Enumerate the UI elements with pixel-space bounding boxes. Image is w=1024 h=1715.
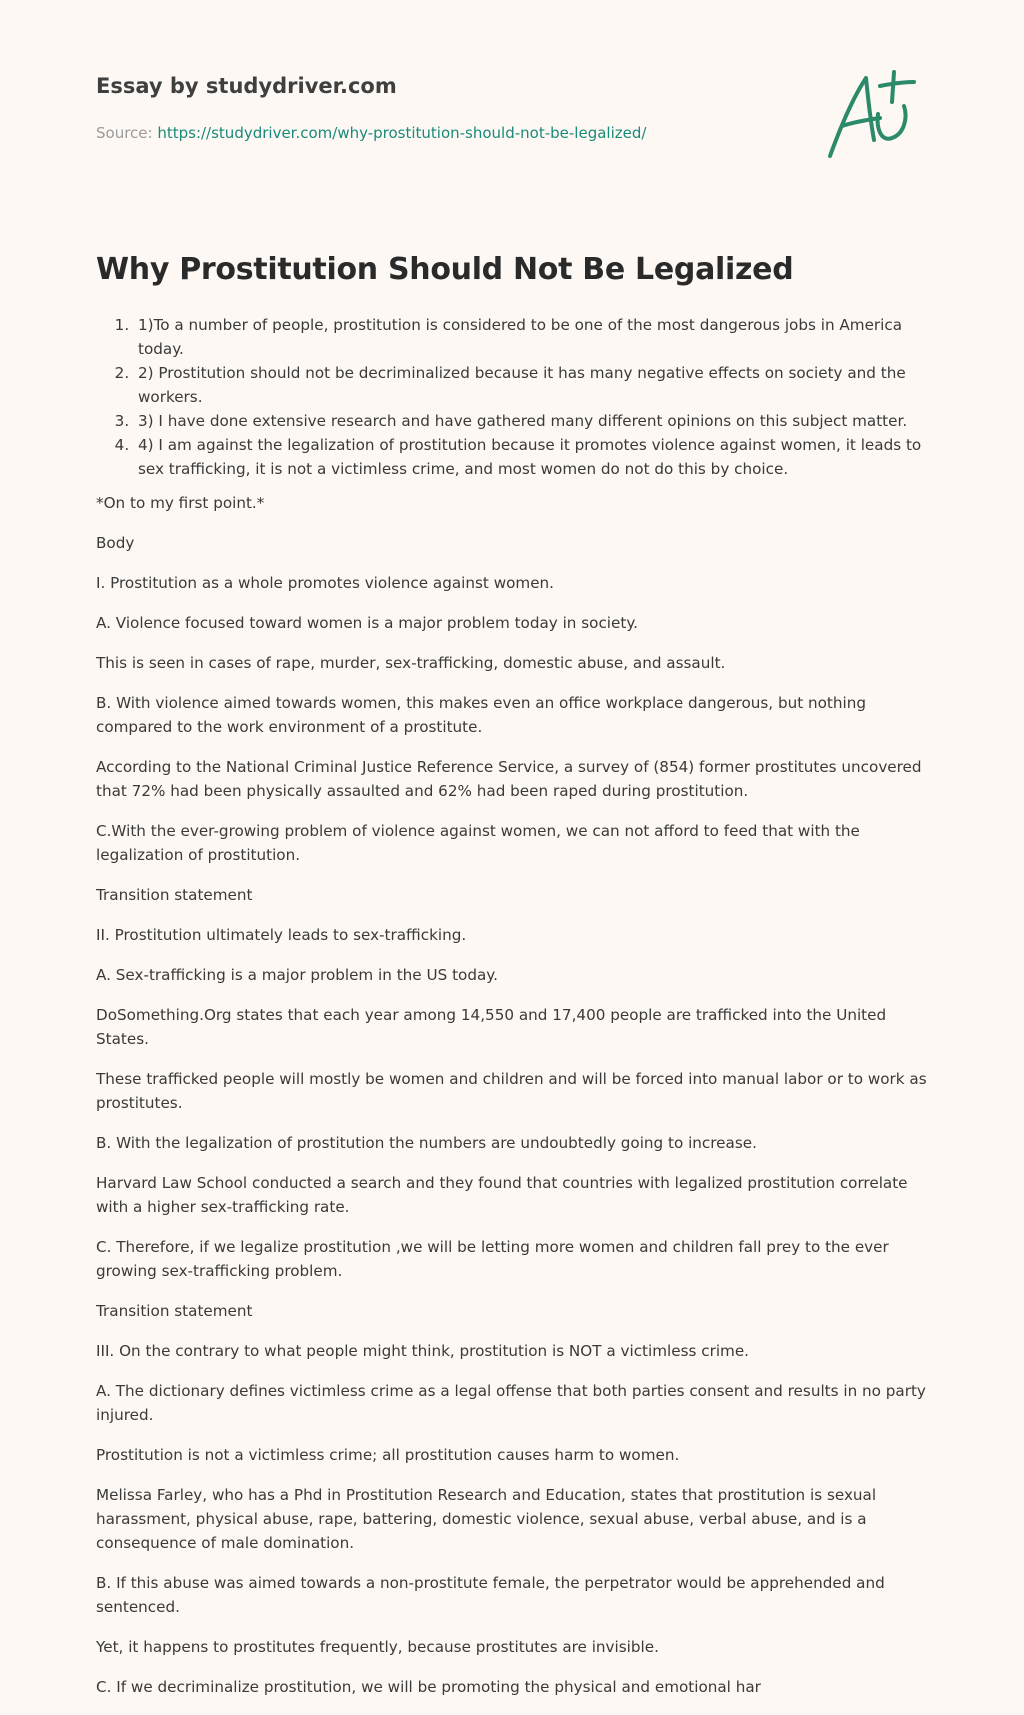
paragraph: C.With the ever-growing problem of violence against women, we can not afford to feed that with the legalization of prostitution. — [96, 822, 860, 864]
paragraph: Yet, it happens to prostitutes frequently, because prostitutes are invisible. — [96, 1638, 659, 1656]
essay-body — [96, 313, 928, 1715]
list-item: 3. 3) I have done extensive research and have gathered many different opinions on this subject matter. — [134, 409, 928, 433]
paragraph: B. If this abuse was aimed towards a non-prostitute female, the perpetrator would be apprehended and sentenced. — [96, 1574, 885, 1616]
paragraph: Melissa Farley, who has a Phd in Prostitution Research and Education, states that prostitution is sexual harassment, physical abuse, rape, battering, domestic violence, sexual abuse, verbal abuse, and is a consequence of male domination. — [96, 1486, 877, 1552]
paragraph: A. The dictionary defines victimless crime as a legal offense that both parties consent and results in no party injured. — [96, 1382, 926, 1424]
paragraph: Body — [96, 534, 135, 552]
paragraph: This is seen in cases of rape, murder, sex-trafficking, domestic abuse, and assault. — [96, 654, 726, 672]
source-line — [96, 124, 646, 142]
intro-list — [96, 313, 928, 481]
paragraph: B. With violence aimed towards women, this makes even an office workplace dangerous, but nothing compared to the work environment of a prostitute. — [96, 694, 866, 736]
paragraph: Prostitution is not a victimless crime; all prostitution causes harm to women. — [96, 1446, 680, 1464]
list-item: 1. 1)To a number of people, prostitution is considered to be one of the most dangerous jobs in America today. — [134, 313, 928, 361]
paragraph: Transition statement — [96, 1302, 253, 1320]
paragraph: According to the National Criminal Justice Reference Service, a survey of (854) former prostitutes uncovered that 72% had been physically assaulted and 62% had been raped during prostitution. — [96, 758, 922, 800]
paragraph: *On to my first point.* — [96, 494, 265, 512]
paragraph: B. With the legalization of prostitution the numbers are undoubtedly going to increase. — [96, 1134, 757, 1152]
paragraph: These trafficked people will mostly be women and children and will be forced into manual labor or to work as prostitutes. — [96, 1070, 927, 1112]
paragraph: III. On the contrary to what people might think, prostitution is NOT a victimless crime. — [96, 1342, 750, 1360]
paragraph: A. Sex-trafficking is a major problem in the US today. — [96, 966, 498, 984]
paragraph: DoSomething.Org states that each year among 14,550 and 17,400 people are trafficked into the United States. — [96, 1006, 887, 1048]
paragraph: II. Prostitution ultimately leads to sex-trafficking. — [96, 926, 467, 944]
source-label: Source: — [96, 124, 158, 142]
paragraph: Harvard Law School conducted a search and they found that countries with legalized prostitution correlate with a higher sex-trafficking rate. — [96, 1174, 908, 1216]
paragraph: A. Violence focused toward women is a major problem today in society. — [96, 614, 638, 632]
paragraph: I. Prostitution as a whole promotes violence against women. — [96, 574, 555, 592]
document-title: Why Prostitution Should Not Be Legalized — [96, 252, 794, 287]
a-plus-logo-icon — [822, 68, 926, 164]
site-header-title: Essay by studydriver.com — [96, 74, 397, 98]
source-link[interactable]: https://studydriver.com/why-prostitution-should-not-be-legalized/ — [157, 124, 647, 142]
list-item: 4. 4) I am against the legalization of prostitution because it promotes violence against women, it leads to sex trafficking, it is not a victimless crime, and most women do not do this by choice. — [134, 433, 928, 481]
paragraph: C. If we decriminalize prostitution, we will be promoting the physical and emotional har — [96, 1678, 761, 1696]
paragraph: C. Therefore, if we legalize prostitution ,we will be letting more women and children fall prey to the ever growing sex-trafficking problem. — [96, 1238, 889, 1280]
paragraph: Transition statement — [96, 886, 253, 904]
list-item: 2. 2) Prostitution should not be decriminalized because it has many negative effects on society and the workers. — [134, 361, 928, 409]
